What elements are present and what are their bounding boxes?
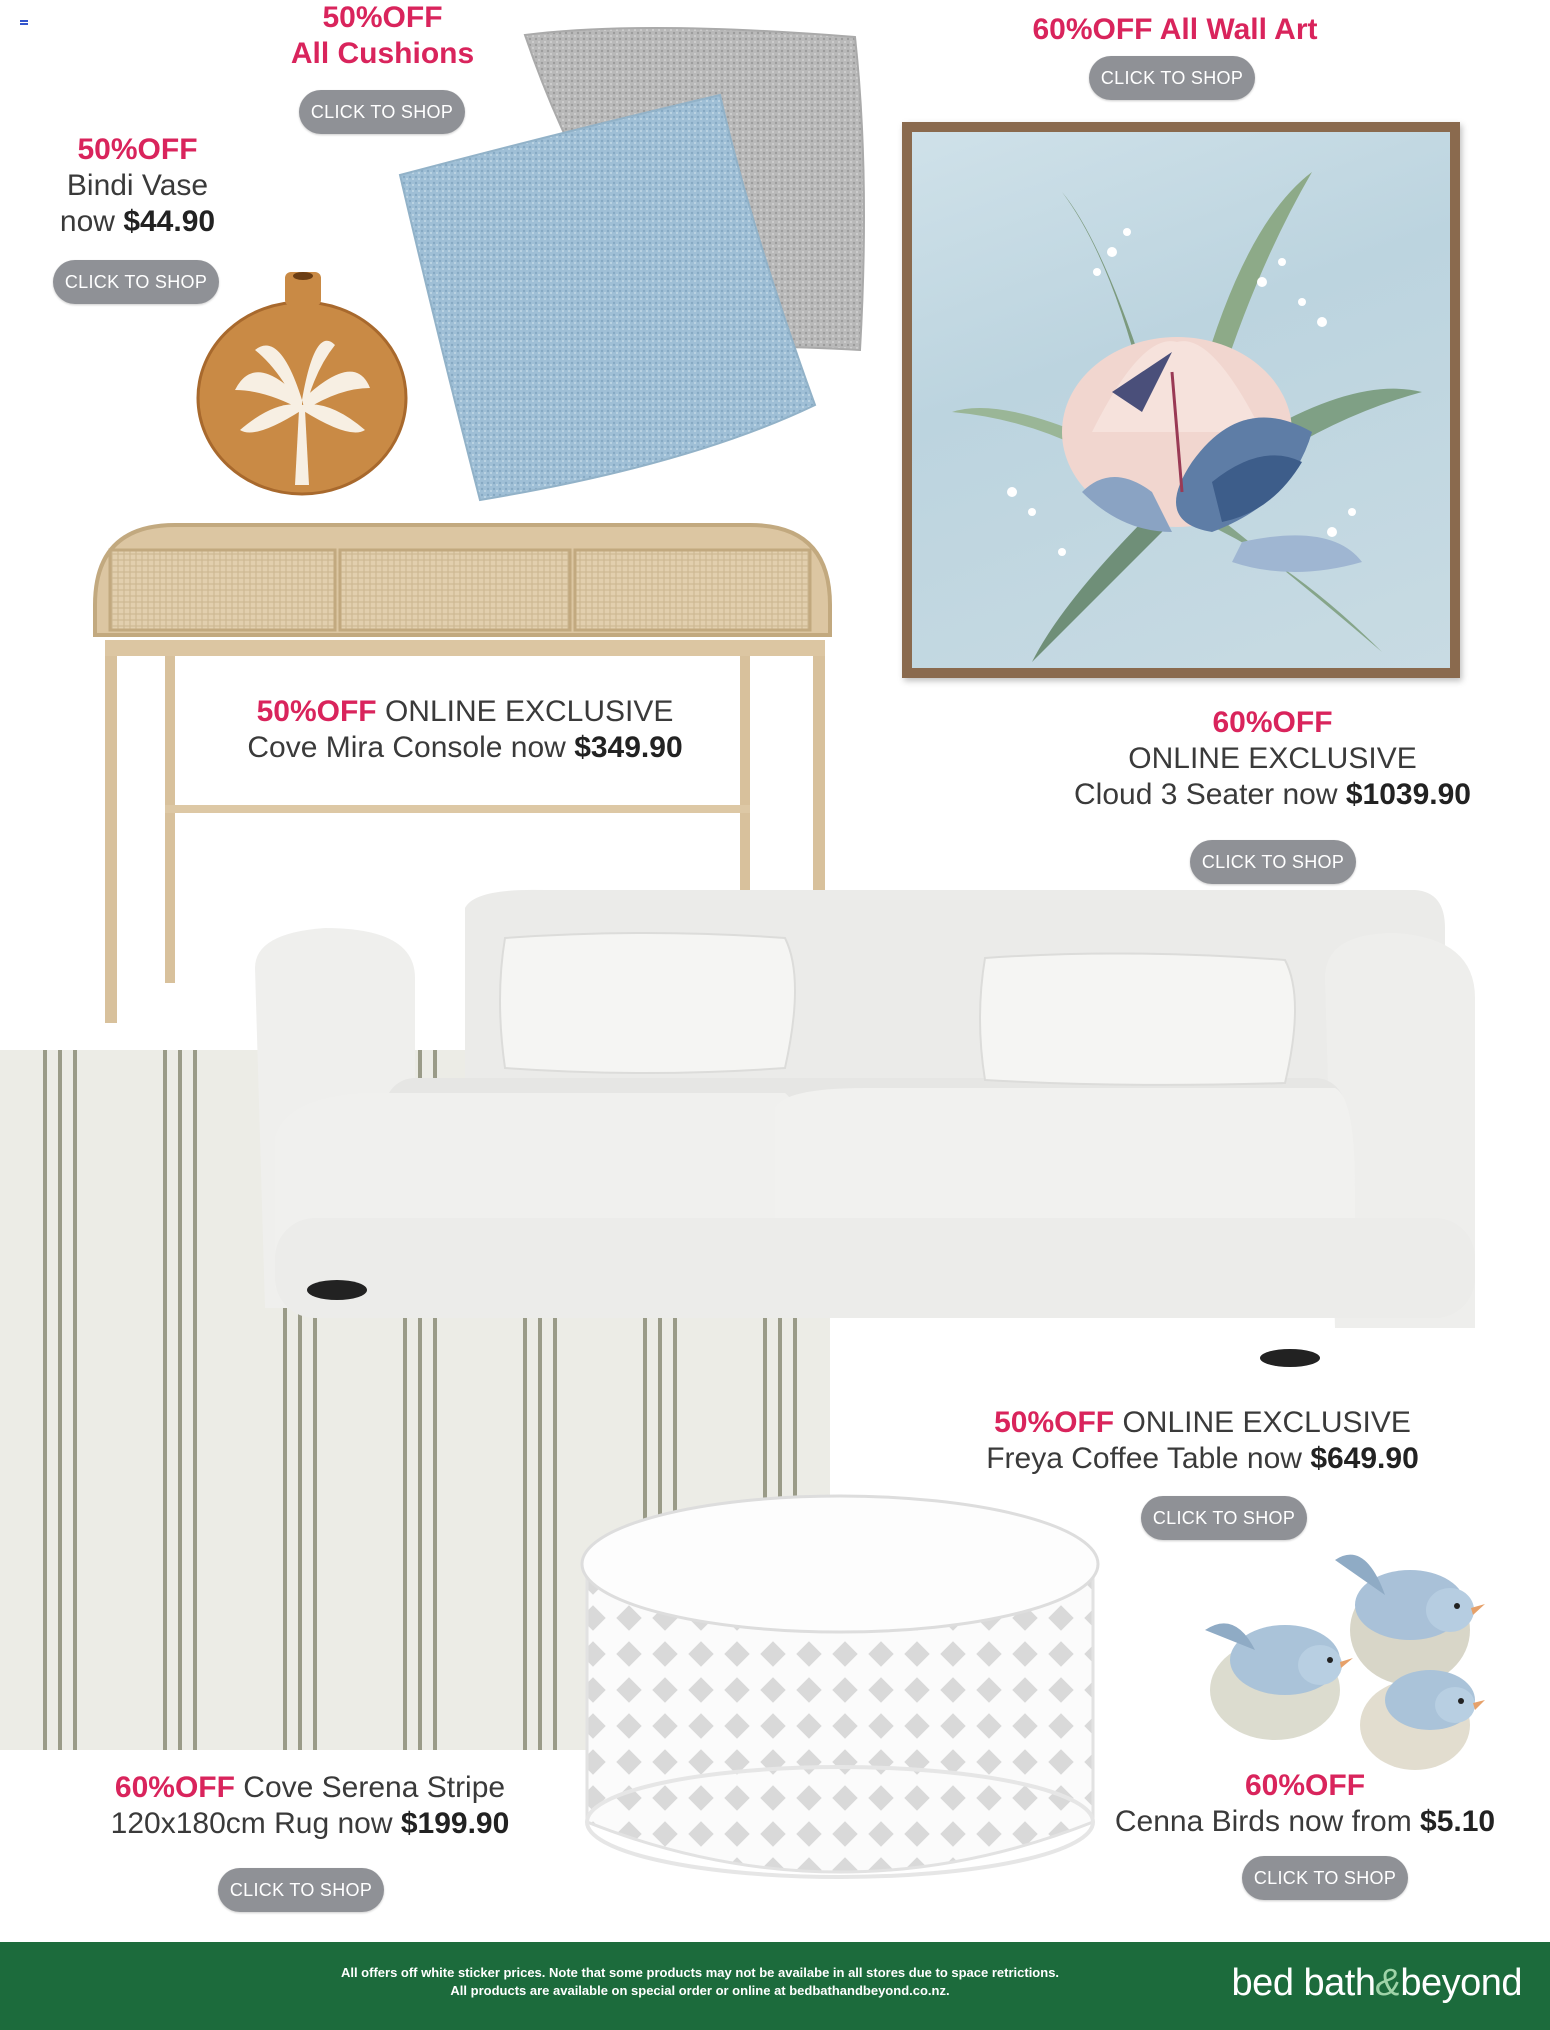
sofa-offer [1040, 705, 1505, 813]
vase-now: now [59, 205, 115, 238]
vase-discount: 50%OFF [77, 133, 198, 166]
sofa-image [245, 888, 1490, 1368]
rug-price: $199.90 [400, 1807, 510, 1840]
birds-price: $5.10 [1420, 1805, 1496, 1838]
coffee-table-shop-button[interactable]: CLICK TO SHOP [1141, 1496, 1307, 1540]
sofa-shop-button[interactable]: CLICK TO SHOP [1190, 840, 1356, 884]
wall-art-label: All Wall Art [1159, 13, 1318, 46]
wall-art-title [1005, 12, 1345, 48]
cushions-title: All Cushions [290, 37, 475, 70]
sofa-tag: ONLINE EXCLUSIVE [1128, 742, 1417, 775]
birds-name: Cenna Birds now from [1114, 1805, 1412, 1838]
vase-price: $44.90 [123, 205, 216, 238]
vase-shop-button[interactable]: CLICK TO SHOP [53, 260, 219, 304]
birds-discount: 60%OFF [1244, 1769, 1366, 1802]
disclaimer-line-2: All products are available on special order or online at bedbathandbeyond.co.nz. [450, 1983, 950, 1998]
cushions-shop-button[interactable]: CLICK TO SHOP [299, 90, 465, 134]
brand-logo[interactable] [1232, 1962, 1522, 2005]
coffee-table-name: Freya Coffee Table now [986, 1442, 1302, 1475]
logo-ampersand: & [1375, 1962, 1401, 2004]
logo-text-right: beyond [1400, 1962, 1522, 2004]
sofa-discount: 60%OFF [1212, 706, 1333, 739]
rug-shop-button[interactable]: CLICK TO SHOP [218, 1868, 384, 1912]
wall-art-discount: 60%OFF [1032, 13, 1153, 46]
coffee-table-discount: 50%OFF [994, 1406, 1115, 1439]
coffee-table-price: $649.90 [1310, 1442, 1419, 1475]
wall-art-offer [1005, 12, 1345, 48]
coffee-table-offer [970, 1405, 1435, 1477]
console-price: $349.90 [574, 731, 683, 764]
rug-discount: 60%OFF [114, 1771, 235, 1804]
birds-image [1195, 1540, 1515, 1780]
birds-offer [1100, 1768, 1510, 1840]
wall-art-image [902, 122, 1460, 678]
console-tag: ONLINE EXCLUSIVE [384, 695, 674, 728]
rug-name: Cove Serena Stripe [243, 1771, 506, 1804]
logo-text-left: bed bath [1231, 1962, 1376, 2004]
coffee-table-image [575, 1492, 1105, 1912]
protea-painting [912, 132, 1450, 668]
birds-shop-button[interactable]: CLICK TO SHOP [1242, 1856, 1408, 1900]
sofa-price: $1039.90 [1345, 778, 1471, 811]
disclaimer-line-1: All offers off white sticker prices. Note that some products may not be availabe in all stores due to space retrictions. [340, 1965, 1060, 1980]
vase-name: Bindi Vase [66, 169, 209, 202]
footer-disclaimer [150, 1964, 1250, 2000]
menu-icon[interactable] [20, 20, 28, 26]
console-offer [200, 694, 730, 766]
footer [0, 1942, 1550, 2030]
cushions-discount: 50%OFF [322, 1, 443, 34]
cushions-image [390, 25, 870, 505]
rug-offer [90, 1770, 530, 1842]
vase-offer [30, 132, 245, 240]
wall-art-shop-button[interactable]: CLICK TO SHOP [1089, 56, 1255, 100]
coffee-table-tag: ONLINE EXCLUSIVE [1122, 1406, 1411, 1439]
sofa-name: Cloud 3 Seater now [1074, 778, 1338, 811]
rug-line2: 120x180cm Rug now [110, 1807, 393, 1840]
console-name: Cove Mira Console now [247, 731, 566, 764]
console-discount: 50%OFF [256, 695, 377, 728]
vase-image [195, 270, 410, 500]
